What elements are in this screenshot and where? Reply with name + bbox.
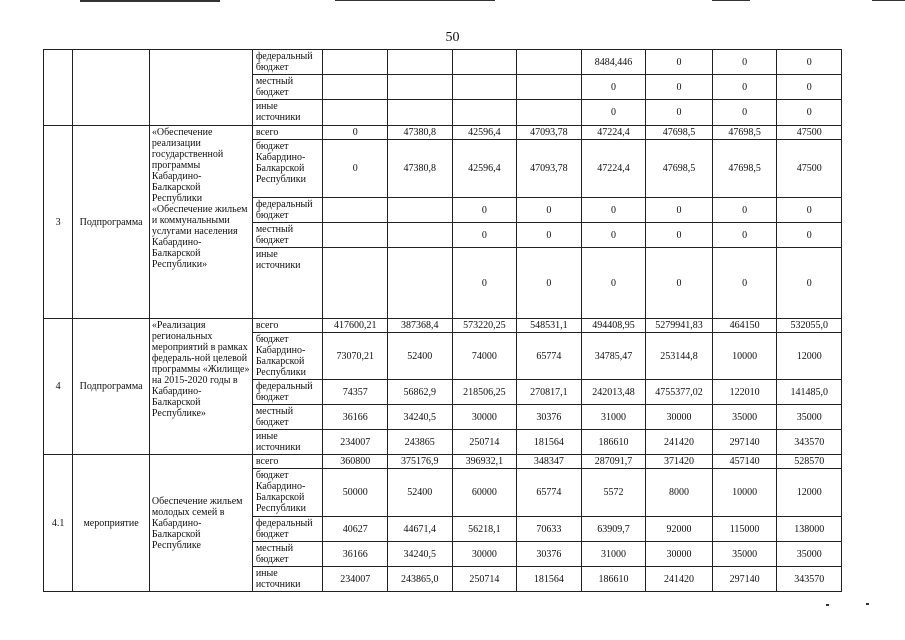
value-cell: 0 xyxy=(452,198,517,223)
value-cell: 0 xyxy=(646,75,713,100)
section-description: «Обеспечение реализации государственной программы Кабардино-Балкарской Республики «Обеспечение жильем и коммунальными услугами населения Кабардино-Балкарской Республики» xyxy=(149,126,252,319)
top-rule-4 xyxy=(872,0,905,1)
value-cell: 0 xyxy=(712,198,777,223)
value-cell: 40627 xyxy=(323,517,388,542)
value-cell xyxy=(452,75,517,100)
value-cell: 92000 xyxy=(646,517,713,542)
source-cell: бюджет Кабардино-Балкарской Республики xyxy=(252,333,323,380)
value-cell: 371420 xyxy=(646,455,713,469)
section-description: «Реализация региональных мероприятий в рамках федераль-ной целевой программы «Жилище» на 2015-2020 годы в Кабардино-Балкарской Республике» xyxy=(149,319,252,455)
value-cell xyxy=(323,75,388,100)
value-cell: 243865 xyxy=(387,430,452,455)
value-cell: 186610 xyxy=(581,430,646,455)
value-cell: 8484,446 xyxy=(581,50,646,75)
value-cell: 0 xyxy=(517,198,582,223)
value-cell: 181564 xyxy=(517,430,582,455)
page-number: 50 xyxy=(445,30,460,45)
value-cell: 74357 xyxy=(323,380,388,405)
value-cell xyxy=(387,100,452,126)
continuation-kind-cell xyxy=(73,50,150,126)
value-cell: 30000 xyxy=(646,542,713,567)
value-cell: 297140 xyxy=(712,567,777,592)
value-cell: 250714 xyxy=(452,430,517,455)
value-cell: 0 xyxy=(712,100,777,126)
value-cell: 47380,8 xyxy=(387,126,452,140)
value-cell: 115000 xyxy=(712,517,777,542)
value-cell: 47224,4 xyxy=(581,126,646,140)
value-cell: 548531,1 xyxy=(517,319,582,333)
value-cell: 42596,4 xyxy=(452,126,517,140)
source-cell: бюджет Кабардино-Балкарской Республики xyxy=(252,469,323,517)
source-cell: бюджет Кабардино-Балкарской Республики xyxy=(252,140,323,198)
value-cell: 5572 xyxy=(581,469,646,517)
value-cell: 0 xyxy=(777,75,842,100)
value-cell: 34785,47 xyxy=(581,333,646,380)
value-cell: 30000 xyxy=(452,405,517,430)
value-cell: 35000 xyxy=(777,405,842,430)
value-cell: 8000 xyxy=(646,469,713,517)
value-cell: 0 xyxy=(712,50,777,75)
value-cell: 243865,0 xyxy=(387,567,452,592)
value-cell: 60000 xyxy=(452,469,517,517)
value-cell: 0 xyxy=(581,223,646,248)
value-cell: 35000 xyxy=(712,405,777,430)
value-cell: 63909,7 xyxy=(581,517,646,542)
section-kind: Подпрограмма xyxy=(73,319,150,455)
value-cell: 287091,7 xyxy=(581,455,646,469)
value-cell: 417600,21 xyxy=(323,319,388,333)
value-cell xyxy=(323,100,388,126)
value-cell: 270817,1 xyxy=(517,380,582,405)
value-cell: 457140 xyxy=(712,455,777,469)
value-cell: 343570 xyxy=(777,567,842,592)
value-cell: 36166 xyxy=(323,405,388,430)
value-cell: 35000 xyxy=(712,542,777,567)
value-cell: 47380,8 xyxy=(387,140,452,198)
value-cell: 297140 xyxy=(712,430,777,455)
value-cell xyxy=(452,50,517,75)
scan-mark xyxy=(866,603,869,605)
source-cell: местный бюджет xyxy=(252,75,323,100)
value-cell: 0 xyxy=(777,100,842,126)
source-cell: федеральный бюджет xyxy=(252,517,323,542)
top-rule-1 xyxy=(80,0,220,2)
value-cell: 12000 xyxy=(777,469,842,517)
value-cell: 234007 xyxy=(323,567,388,592)
value-cell xyxy=(517,100,582,126)
source-cell: местный бюджет xyxy=(252,223,323,248)
value-cell: 42596,4 xyxy=(452,140,517,198)
value-cell: 50000 xyxy=(323,469,388,517)
value-cell: 47698,5 xyxy=(646,126,713,140)
value-cell: 0 xyxy=(712,248,777,319)
value-cell: 396932,1 xyxy=(452,455,517,469)
value-cell: 241420 xyxy=(646,430,713,455)
value-cell: 234007 xyxy=(323,430,388,455)
source-cell: иные источники xyxy=(252,100,323,126)
value-cell: 0 xyxy=(646,100,713,126)
value-cell: 360800 xyxy=(323,455,388,469)
value-cell: 218506,25 xyxy=(452,380,517,405)
value-cell: 5279941,83 xyxy=(646,319,713,333)
value-cell xyxy=(387,50,452,75)
section-number: 4 xyxy=(44,319,73,455)
value-cell xyxy=(323,50,388,75)
source-cell: всего xyxy=(252,126,323,140)
source-cell: иные источники xyxy=(252,430,323,455)
value-cell xyxy=(387,223,452,248)
value-cell: 44671,4 xyxy=(387,517,452,542)
value-cell: 532055,0 xyxy=(777,319,842,333)
value-cell: 47500 xyxy=(777,140,842,198)
value-cell: 47698,5 xyxy=(646,140,713,198)
continuation-description-cell xyxy=(149,50,252,126)
value-cell: 0 xyxy=(581,248,646,319)
value-cell: 36166 xyxy=(323,542,388,567)
value-cell: 0 xyxy=(646,198,713,223)
source-cell: иные источники xyxy=(252,248,323,319)
value-cell: 74000 xyxy=(452,333,517,380)
value-cell xyxy=(517,75,582,100)
value-cell: 573220,25 xyxy=(452,319,517,333)
value-cell xyxy=(517,50,582,75)
value-cell: 250714 xyxy=(452,567,517,592)
value-cell: 0 xyxy=(581,100,646,126)
value-cell: 30376 xyxy=(517,542,582,567)
table-row xyxy=(44,126,842,140)
section-kind: мероприятие xyxy=(73,455,150,592)
value-cell: 52400 xyxy=(387,469,452,517)
value-cell: 47698,5 xyxy=(712,140,777,198)
value-cell: 56862,9 xyxy=(387,380,452,405)
value-cell: 0 xyxy=(777,198,842,223)
value-cell: 73070,21 xyxy=(323,333,388,380)
value-cell: 242013,48 xyxy=(581,380,646,405)
value-cell: 31000 xyxy=(581,542,646,567)
value-cell: 35000 xyxy=(777,542,842,567)
scan-mark xyxy=(826,604,829,606)
value-cell xyxy=(323,198,388,223)
value-cell: 10000 xyxy=(712,333,777,380)
value-cell: 0 xyxy=(777,50,842,75)
table-row xyxy=(44,50,842,75)
value-cell: 65774 xyxy=(517,469,582,517)
value-cell xyxy=(387,198,452,223)
value-cell: 47093,78 xyxy=(517,126,582,140)
source-cell: федеральный бюджет xyxy=(252,380,323,405)
value-cell: 0 xyxy=(777,248,842,319)
value-cell: 34240,5 xyxy=(387,405,452,430)
source-cell: федеральный бюджет xyxy=(252,198,323,223)
value-cell: 0 xyxy=(323,126,388,140)
value-cell: 47500 xyxy=(777,126,842,140)
value-cell: 0 xyxy=(646,223,713,248)
value-cell: 494408,95 xyxy=(581,319,646,333)
source-cell: федеральный бюджет xyxy=(252,50,323,75)
value-cell: 181564 xyxy=(517,567,582,592)
value-cell: 0 xyxy=(646,248,713,319)
value-cell: 30000 xyxy=(452,542,517,567)
value-cell xyxy=(387,75,452,100)
value-cell: 138000 xyxy=(777,517,842,542)
value-cell: 241420 xyxy=(646,567,713,592)
value-cell: 30000 xyxy=(646,405,713,430)
budget-table-body xyxy=(44,50,842,592)
value-cell: 0 xyxy=(517,248,582,319)
section-number: 3 xyxy=(44,126,73,319)
value-cell: 0 xyxy=(712,223,777,248)
value-cell: 47698,5 xyxy=(712,126,777,140)
table-row xyxy=(44,455,842,469)
value-cell: 0 xyxy=(777,223,842,248)
value-cell: 65774 xyxy=(517,333,582,380)
value-cell: 0 xyxy=(581,198,646,223)
source-cell: всего xyxy=(252,455,323,469)
value-cell: 12000 xyxy=(777,333,842,380)
value-cell: 0 xyxy=(581,75,646,100)
value-cell xyxy=(323,223,388,248)
value-cell: 464150 xyxy=(712,319,777,333)
value-cell: 0 xyxy=(452,248,517,319)
value-cell: 10000 xyxy=(712,469,777,517)
value-cell: 387368,4 xyxy=(387,319,452,333)
value-cell xyxy=(387,248,452,319)
value-cell: 47093,78 xyxy=(517,140,582,198)
value-cell: 52400 xyxy=(387,333,452,380)
value-cell: 0 xyxy=(646,50,713,75)
section-description: Обеспечение жильем молодых семей в Кабардино-Балкарской Республике xyxy=(149,455,252,592)
value-cell: 122010 xyxy=(712,380,777,405)
value-cell xyxy=(323,248,388,319)
source-cell: иные источники xyxy=(252,567,323,592)
source-cell: местный бюджет xyxy=(252,405,323,430)
value-cell: 0 xyxy=(323,140,388,198)
value-cell: 343570 xyxy=(777,430,842,455)
source-cell: всего xyxy=(252,319,323,333)
section-number: 4.1 xyxy=(44,455,73,592)
value-cell: 348347 xyxy=(517,455,582,469)
value-cell: 0 xyxy=(712,75,777,100)
table-row xyxy=(44,319,842,333)
value-cell: 253144,8 xyxy=(646,333,713,380)
value-cell: 0 xyxy=(517,223,582,248)
value-cell: 34240,5 xyxy=(387,542,452,567)
value-cell: 0 xyxy=(452,223,517,248)
value-cell: 375176,9 xyxy=(387,455,452,469)
value-cell: 47224,4 xyxy=(581,140,646,198)
value-cell: 186610 xyxy=(581,567,646,592)
continuation-number-cell xyxy=(44,50,73,126)
source-cell: местный бюджет xyxy=(252,542,323,567)
value-cell: 31000 xyxy=(581,405,646,430)
budget-table xyxy=(43,49,842,592)
value-cell: 70633 xyxy=(517,517,582,542)
section-kind: Подпрограмма xyxy=(73,126,150,319)
top-rule-2 xyxy=(335,0,495,1)
value-cell: 56218,1 xyxy=(452,517,517,542)
value-cell xyxy=(452,100,517,126)
top-rule-3 xyxy=(712,0,750,1)
value-cell: 30376 xyxy=(517,405,582,430)
value-cell: 4755377,02 xyxy=(646,380,713,405)
value-cell: 528570 xyxy=(777,455,842,469)
value-cell: 141485,0 xyxy=(777,380,842,405)
